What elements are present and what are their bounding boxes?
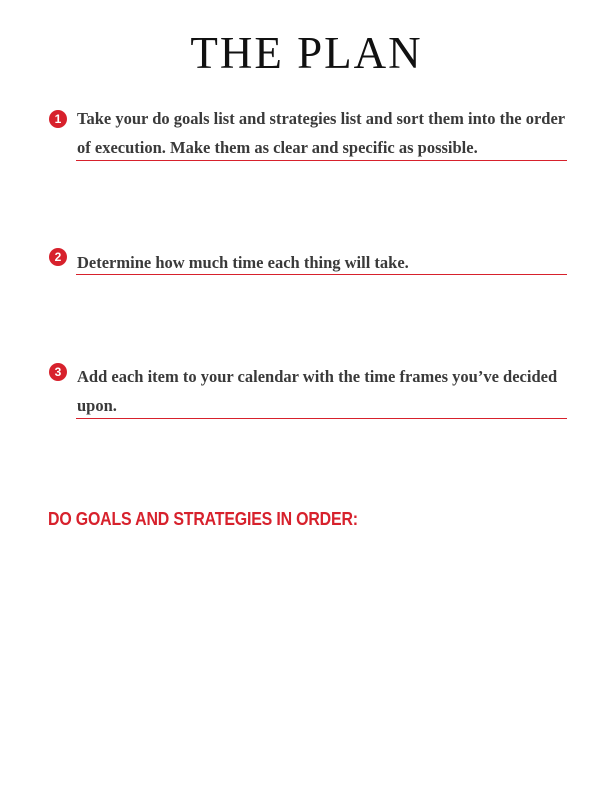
page-title: THE PLAN [190,28,423,78]
step-divider [76,160,567,161]
step-divider [76,418,567,419]
step-divider [76,274,567,275]
step-text: Add each item to your calendar with the time frames you’ve decided upon. [77,367,558,415]
step-number-badge: 2 [49,248,67,266]
step-text: Determine how much time each thing will take. [77,253,409,272]
step-text: Take your do goals list and strategies list and sort them into the order of execution. Make them as clear and specific as possible. [77,109,565,157]
section-heading: DO GOALS AND STRATEGIES IN ORDER: [48,508,358,529]
step-number-badge: 1 [49,110,67,128]
step-number-badge: 3 [49,363,67,381]
